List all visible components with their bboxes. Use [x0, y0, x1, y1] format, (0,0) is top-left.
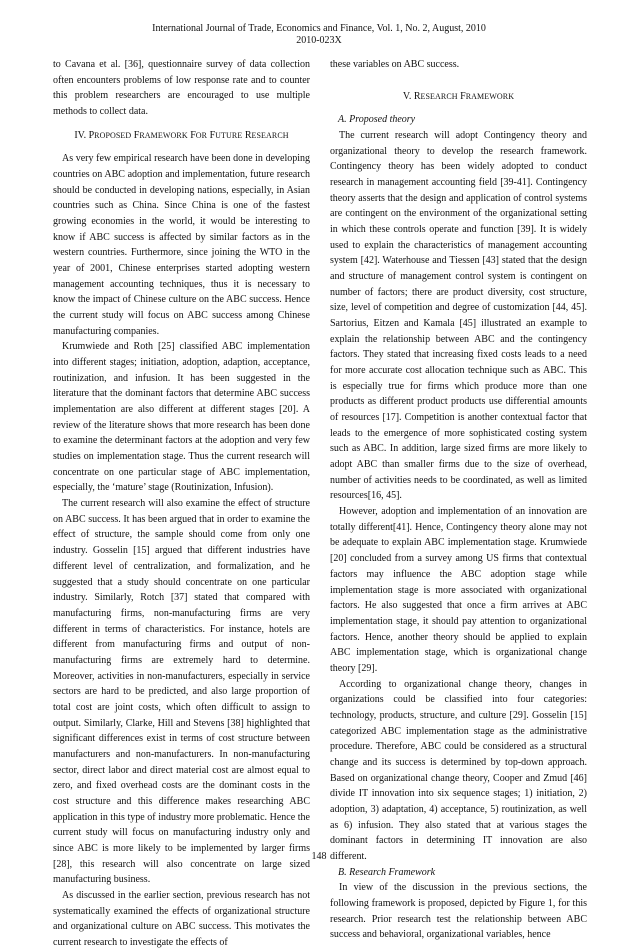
paragraph-1: The current research will adopt Contingency theory and organizational theory to develop the research framework. Contingency theory has been widely adopted to conduct research in management accounting field [39-41]. Contingency theory asserts that the design and application of control systems are contingent on the environment of the organizational setting in which these controls operate and function [39]. It is widely used to explain the characteristics of management accounting system [42]. Waterhouse and Tiessen [43] stated that the design and structure of management control system is contingent on number of factors; there are product diversity, cost structure, size, level of competition and degree of customization [44, 45]. Sartorius, Eitzen and Kamala [45] illustrated an example to explain the relationship between ABC and the contingency factors. They stated that increasing fixed costs leads to a need for more accurate cost allocation technique such as ABC. This is especially true for firms which produce more than one products as different product products use differential amounts of resources [17]. Competition is another contextual factor that leads to the emergence of more sophisticated costing system such as ABC. In addition, large sized firms are more likely to adopt ABC than smaller firms due to the size of overhead, number of activities needs to be coordinated, as well as limited resources[16, 45].: [330, 130, 587, 502]
page-number: 148: [311, 851, 327, 862]
section-heading-iv: IV. PROPOSED FRAMEWORK FOR FUTURE RESEARCH: [74, 129, 289, 141]
journal-issn: 2010-023X: [296, 35, 342, 46]
paragraph-2: However, adoption and implementation of an innovation are totally different[41]. Hence, Contingency theory alone may not be adequate to explain ABC implementation stage. Krumwiede [20] concluded from a survey among US firms that contextual factors may influence the ABC adoption stage while implementation stage is more associated with organizational factors. He also suggested that once a firm arrives at ABC implementation stage, it should pay attention to organizational factors. Hence, another theory should be applied to explain ABC implementation stage, which is organizational change theory [29].: [330, 506, 587, 674]
section-numeral: V.: [402, 90, 412, 102]
right-column: [330, 57, 587, 943]
journal-citation: International Journal of Trade, Economics and Finance, Vol. 1, No. 2, August, 2010: [152, 23, 486, 34]
section-heading-v: V. RESEARCH FRAMEWORK: [402, 90, 515, 102]
left-column: [53, 57, 310, 951]
paragraph-3: According to organizational change theory, changes in organizations could be classified into four categories: technology, products, structure, and culture [29]. Gosselin [15] categorized ABC implementation stage as the administrative procedure. Therefore, ABC could be considered as a structural change and its success is determined by top-down approach. Based on organizational change theory, Cooper and Zmud [46] divide IT innovation into six sequence stages; 1) initiation, 2) adoption, 3) adaptation, 4) acceptance, 5) routinization, as well as 6) infusion. They also stated that at various stages the dominant factors in determining IT innovation are also different.: [330, 678, 587, 862]
paragraph-1: As very few empirical research have been done in developing countries on ABC adoption and implementation, future research should be conducted in developing nations, especially, in Asian countries such as China. Since China is one of the fastest growing economies in the world, it would be interesting to know if ABC success is affected by similar factors as in the western countries. Furthermore, since joining the WTO in the year of 2001, Chinese enterprises started adopting western management accounting techniques, thus it is necessary to know the impact of Chinese culture on the ABC success. Hence the current study will focus on ABC success among Chinese manufacturing companies.: [53, 153, 310, 337]
section-numeral: IV.: [74, 129, 87, 141]
subsection-heading-b: B. Research Framework: [338, 866, 436, 878]
paragraph-3: The current research will also examine the effect of structure on ABC success. It has been argued that in order to examine the effect of structure, the sample should come from only one industry. Gosselin [15] argued that different industries have different level of centralization, and formalization, and he suggested that a study should concentrate on one particular industry. Similarly, Rotch [37] stated that compared with manufacturing firms, non-manufacturing firms are very different in terms of characteristics. For instance, hotels are different from manufacturing firms and output of non-manufacturing firms are extremely hard to determine. Moreover, activities in non-manufacturers, especially in service sectors are hard to be predicted, and also large proportion of total cost are joint costs, which often difficult to assign to output. Similarly, Clarke, Hill and Stevens [38] highlighted that significant differences exist in terms of cost structure between manufacturers and non-manufacturers. In non-manufacturing sector, direct labor and direct material cost are almost equal to zero, and fixed overhead costs are the dominant costs in the cost structure and this difference makes researching ABC application in this type of industry more problematic. Hence the current study will focus on manufacturing industry only and since ABC is more likely to be implemented by larger firms [28], this research will also concentrate on large sized manufacturing business.: [53, 498, 310, 886]
subsection-heading-a: A. Proposed theory: [338, 114, 416, 126]
paragraph-4: In view of the discussion in the previous sections, the following framework is proposed, depicted by Figure 1, for this research. Prior research test the relationship between ABC success and behavioral, organizational variables, hence: [330, 882, 587, 941]
paragraph-intro: these variables on ABC success.: [330, 59, 460, 70]
paragraph-intro: to Cavana et al. [36], questionnaire survey of data collection often encounters problems of low response rate and to counter this problem researchers are encouraged to use multiple methods to collect data.: [53, 59, 310, 118]
paragraph-2: Krumwiede and Roth [25] classified ABC implementation into different stages; initiation, adoption, adaption, acceptance, routinization, and infusion. It has been suggested in the literature that the dominant factors that determine ABC success implementation are also different at different stages [20]. A review of the literature shows that more research has been done to examine the determinant factors at the adoption and very few studies on implementation stage. Thus the current research will concentrate on one particular stage of ABC implementation, especially, the ‘mature’ stage (Routinization, Infusion).: [53, 341, 310, 494]
paragraph-4: As discussed in the earlier section, previous research has not systematically examined the effects of organizational structure and organizational culture on ABC success. This motivates the current research to investigate the effects of: [53, 889, 310, 948]
running-header: [0, 23, 638, 47]
